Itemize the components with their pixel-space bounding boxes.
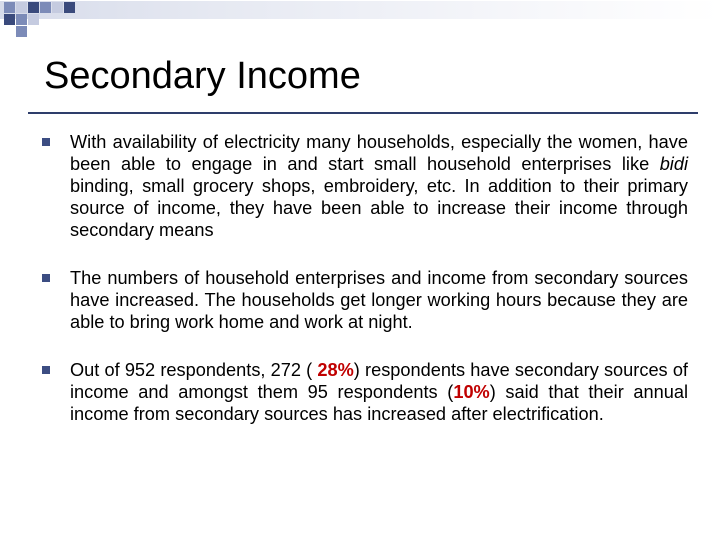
corner-decoration (0, 0, 200, 60)
bullet-text: ) respondents have secondary sources of income and amongst them 95 respondents ( (70, 360, 688, 402)
square-bullet-icon (42, 366, 50, 374)
slide-title: Secondary Income (44, 55, 361, 97)
bullet-text: The numbers of household enterprises and income from secondary sources have increased. The households get longer working hours because they are able to bring work home and work at night. (70, 268, 688, 332)
bullet-item (42, 131, 688, 241)
bullet-list (42, 131, 688, 451)
title-underline (28, 112, 698, 114)
bullet-text: binding, small grocery shops, embroidery, etc. In addition to their primary source of income, they have been able to increase their income through secondary means (70, 176, 688, 240)
bullet-emphasis: bidi (659, 154, 688, 174)
square-bullet-icon (42, 138, 50, 146)
bullet-text: Out of 952 respondents, 272 ( (70, 360, 318, 380)
bullet-text: With availability of electricity many households, especially the women, have been able to engage in and start small household enterprises like (70, 132, 688, 174)
bullet-item (42, 267, 688, 333)
percent-highlight: 28% (317, 360, 354, 380)
bullet-text: ) said that their annual income from secondary sources has increased after electrification. (70, 382, 689, 424)
square-bullet-icon (42, 274, 50, 282)
bullet-item (42, 359, 688, 425)
percent-highlight: 10% (453, 382, 490, 402)
